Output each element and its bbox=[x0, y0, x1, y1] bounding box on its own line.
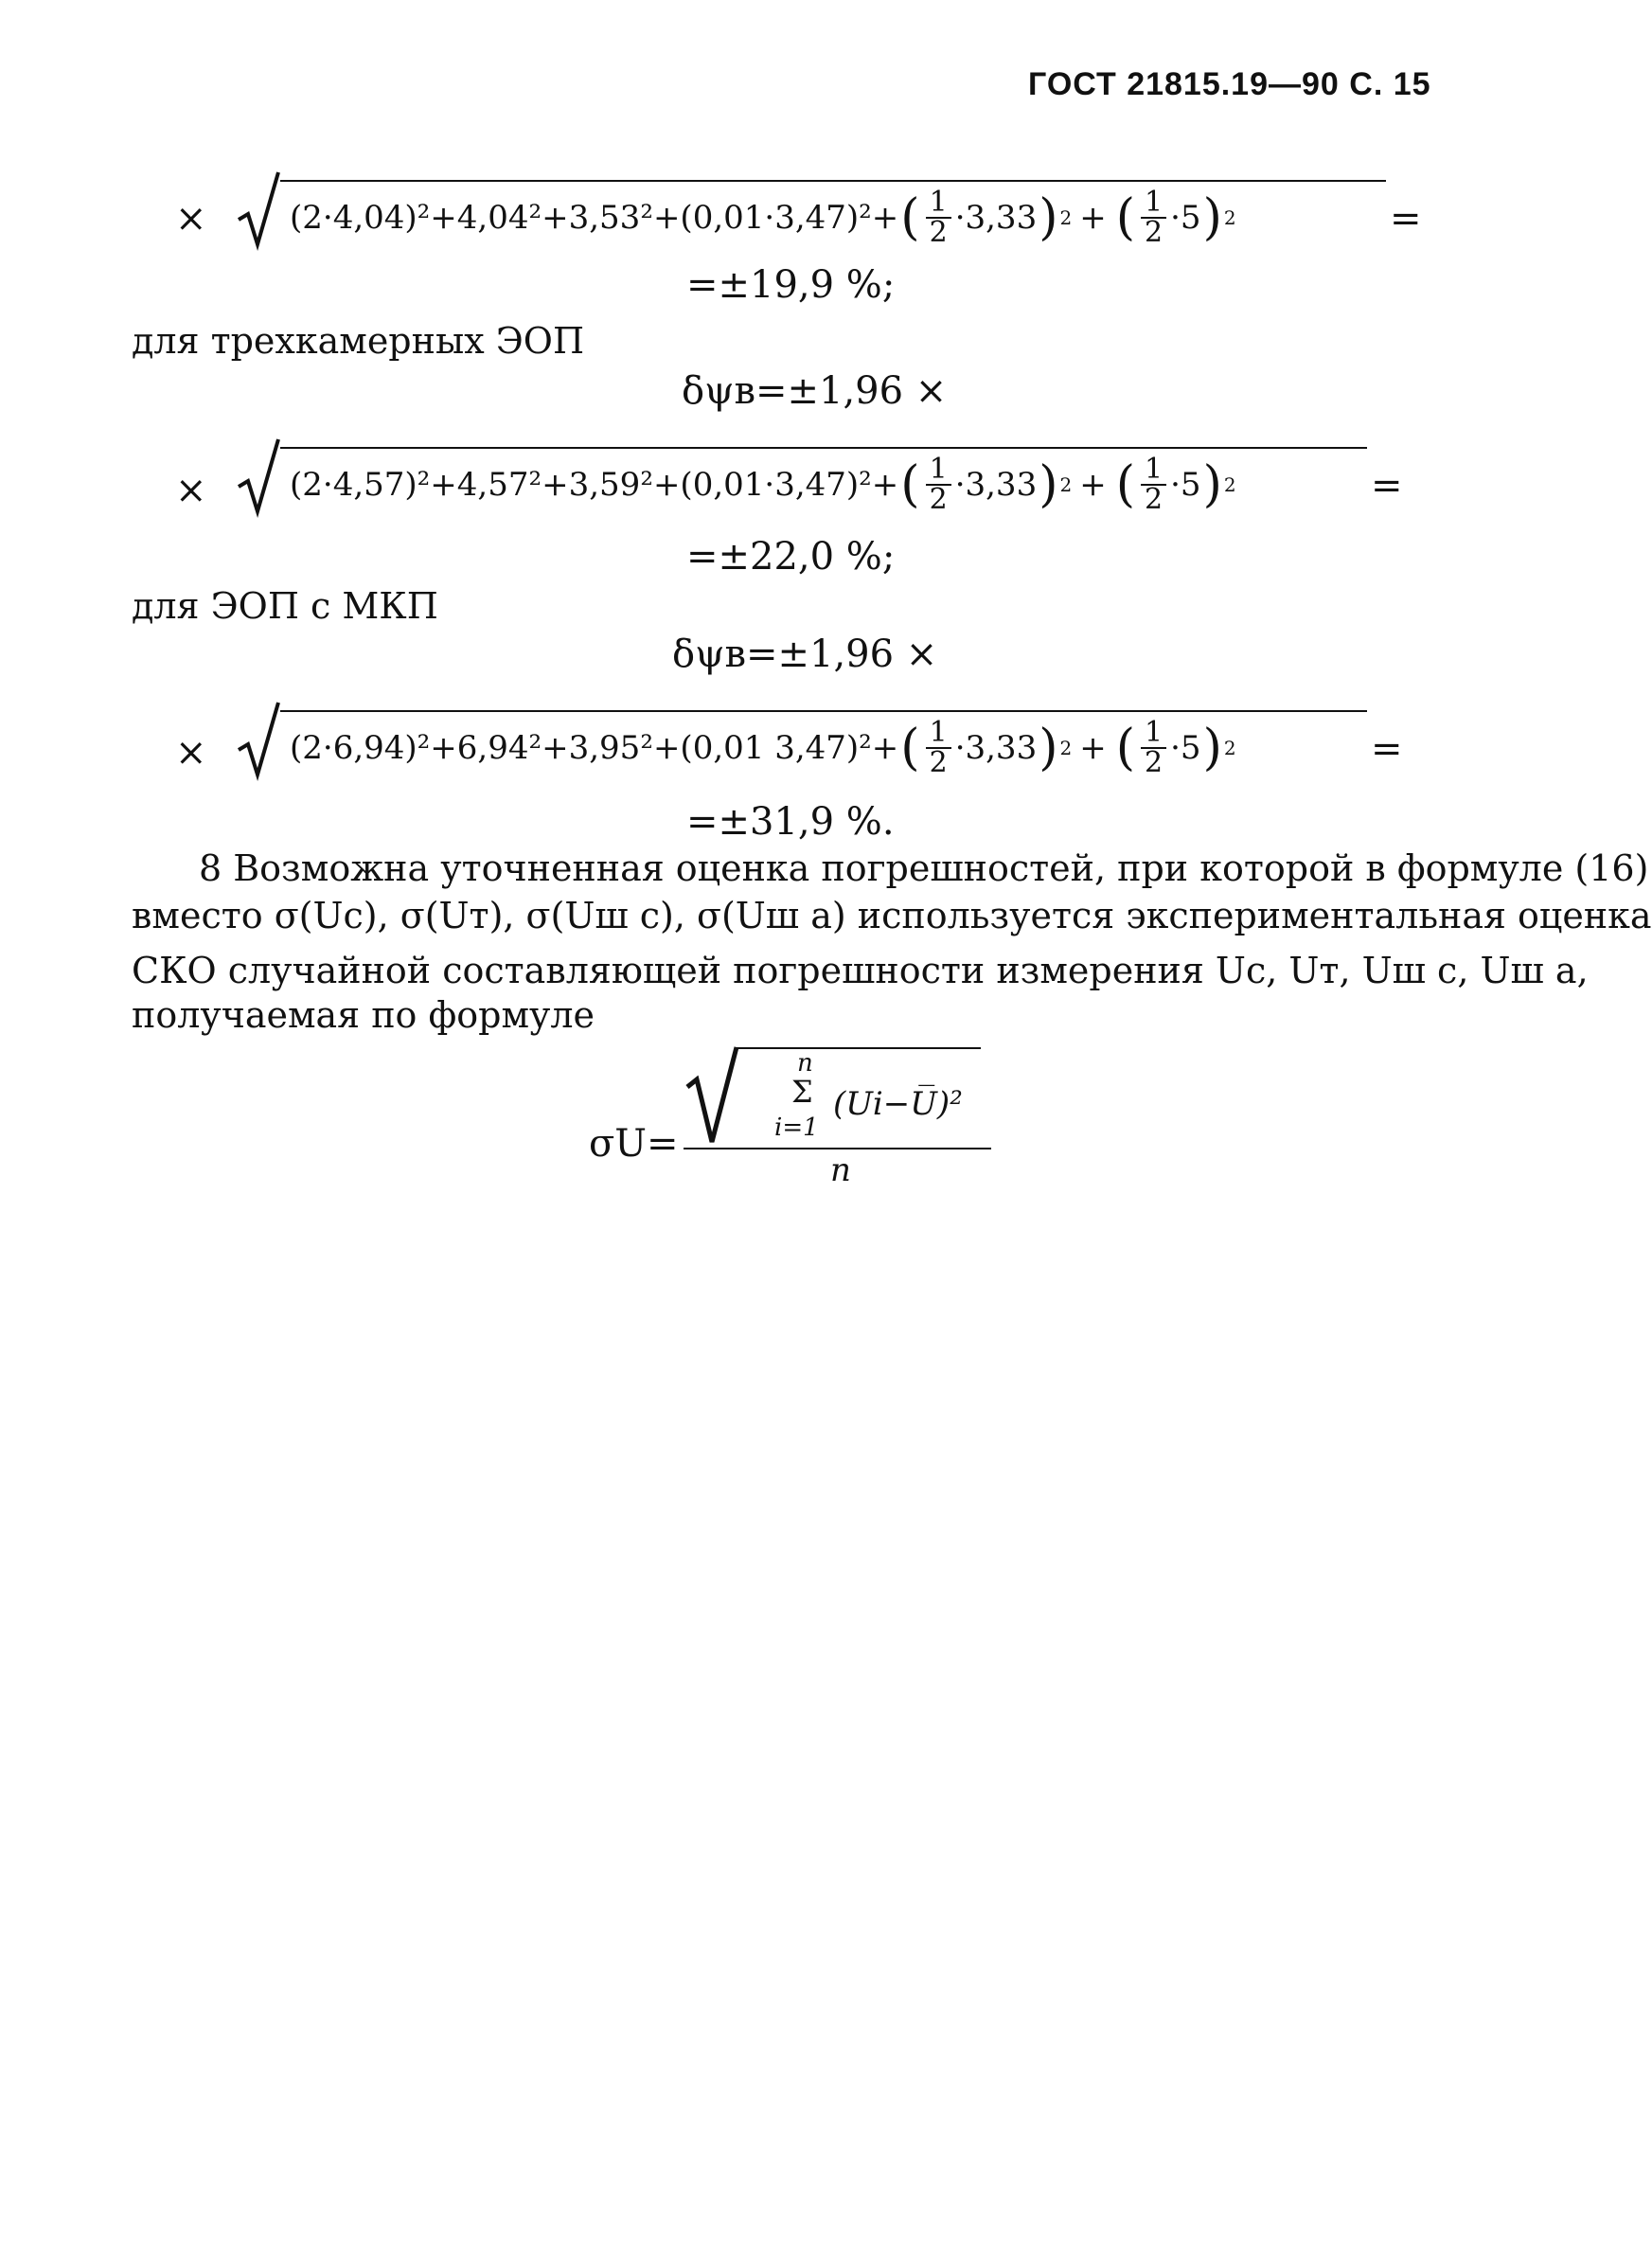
result-value: =±31,9 %. bbox=[686, 800, 895, 844]
equals-sign: = bbox=[1371, 464, 1403, 508]
page-header: ГОСТ 21815.19—90 С. 15 bbox=[1028, 66, 1431, 102]
paragraph-line: СКО случайной составляющей погрешности измерения Uc, Uт, Uш c, Uш a, bbox=[132, 950, 1589, 991]
paren: ( bbox=[1115, 189, 1136, 246]
fraction-denominator: 2 bbox=[1145, 216, 1164, 249]
exponent: 2 bbox=[1059, 206, 1073, 229]
fraction-half bbox=[1141, 455, 1166, 514]
factor: ·5 bbox=[1170, 199, 1201, 237]
result-value: =±19,9 %; bbox=[686, 263, 896, 307]
fraction-half bbox=[1141, 716, 1166, 779]
paragraph-line: получаемая по формуле bbox=[132, 994, 595, 1036]
radicand-terms: (2·4,04)²+4,04²+3,53²+(0,01·3,47)²+ bbox=[290, 199, 899, 237]
factor: ·5 bbox=[1170, 729, 1201, 767]
paren: ) bbox=[1202, 720, 1222, 776]
fraction-numerator: 1 bbox=[926, 719, 951, 749]
fraction-numerator: 1 bbox=[1141, 719, 1166, 749]
exponent: 2 bbox=[1223, 206, 1236, 229]
paragraph-line: вместо σ(Uc), σ(Uт), σ(Uш c), σ(Uш a) используется экспериментальная оценка bbox=[132, 895, 1652, 936]
radical-sign-icon bbox=[237, 437, 280, 513]
radicand-topline bbox=[737, 1047, 981, 1049]
sum-lower: i=1 bbox=[774, 1114, 819, 1142]
factor: ·5 bbox=[1170, 466, 1201, 504]
fraction-numerator: 1 bbox=[926, 455, 951, 486]
exponent: 2 bbox=[1223, 737, 1236, 759]
fraction-half bbox=[926, 455, 951, 514]
fraction-bar bbox=[684, 1148, 991, 1149]
sum-upper: n bbox=[797, 1049, 813, 1078]
equals-sign: = bbox=[1371, 727, 1403, 771]
formula-sigma-fraction bbox=[684, 1042, 991, 1189]
fraction-numerator: 1 bbox=[926, 188, 951, 219]
fraction-denominator: 2 bbox=[1145, 746, 1164, 779]
fraction-half bbox=[1141, 188, 1166, 247]
paren: ( bbox=[900, 189, 920, 246]
radical-expression-1 bbox=[237, 170, 1422, 249]
radicand: (2·6,94)²+6,94²+3,95²+(0,01 3,47)²+ ( $\frac{1}{2}$ ·3,33 ) 2 + ( $\frac{1}{2}$ ·5 ) 2 bbox=[280, 710, 1367, 776]
factor: ·3,33 bbox=[954, 466, 1038, 504]
fraction-denominator: 2 bbox=[929, 746, 948, 779]
fraction-numerator: 1 bbox=[1141, 188, 1166, 219]
formula-lhs: σU= bbox=[589, 1122, 679, 1166]
paren: ) bbox=[1039, 456, 1058, 513]
result-value: =±22,0 %; bbox=[686, 535, 896, 579]
radical-sign-icon bbox=[237, 701, 280, 776]
fraction-denominator: 2 bbox=[929, 483, 948, 516]
factor: ·3,33 bbox=[954, 199, 1038, 237]
fraction-half bbox=[926, 188, 951, 247]
paren: ) bbox=[1039, 189, 1058, 246]
radicand-terms: (2·6,94)²+6,94²+3,95²+(0,01 3,47)²+ bbox=[290, 729, 899, 767]
fraction-numerator: 1 bbox=[1141, 455, 1166, 486]
formula-head: δψв=±1,96 × bbox=[672, 633, 938, 676]
factor: ·3,33 bbox=[954, 729, 1038, 767]
section-label: для ЭОП с МКП bbox=[132, 585, 438, 627]
multiply-sign: × bbox=[175, 469, 207, 512]
fraction-denominator: 2 bbox=[929, 216, 948, 249]
radical-expression-2 bbox=[237, 437, 1403, 516]
radicand-terms: (2·4,57)²+4,57²+3,59²+(0,01·3,47)²+ bbox=[290, 466, 899, 504]
fraction-half bbox=[926, 716, 951, 779]
radicand: (2·4,04)²+4,04²+3,53²+(0,01·3,47)²+ ( $\frac{1}{2}$ ·3,33 ) 2 + ( $\frac{1}{2}$ ·5 ) 2 bbox=[280, 180, 1386, 246]
paren: ( bbox=[1115, 456, 1136, 513]
sum-symbol: Σ bbox=[791, 1074, 813, 1110]
paren: ) bbox=[1202, 189, 1222, 246]
paragraph-line: 8 Возможна уточненная оценка погрешностей, при которой в формуле (16) bbox=[199, 847, 1649, 889]
paren: ( bbox=[900, 720, 920, 776]
formula-head: δψв=±1,96 × bbox=[682, 369, 948, 413]
paren: ( bbox=[900, 456, 920, 513]
paren: ) bbox=[1202, 456, 1222, 513]
radical-sign-icon bbox=[237, 170, 280, 246]
exponent: 2 bbox=[1059, 737, 1073, 759]
exponent: 2 bbox=[1059, 473, 1073, 496]
sum-term: (Ui−U̅)² bbox=[833, 1085, 963, 1123]
radicand: (2·4,57)²+4,57²+3,59²+(0,01·3,47)²+ ( $\frac{1}{2}$ ·3,33 ) 2 + ( $\frac{1}{2}$ ·5 ) 2 bbox=[280, 447, 1367, 513]
equals-sign: = bbox=[1390, 197, 1422, 241]
denominator: n bbox=[830, 1151, 851, 1189]
multiply-sign: × bbox=[175, 197, 207, 241]
paren: ( bbox=[1115, 720, 1136, 776]
section-label: для трехкамерных ЭОП bbox=[132, 320, 585, 362]
multiply-sign: × bbox=[175, 731, 207, 775]
exponent: 2 bbox=[1223, 473, 1236, 496]
fraction-denominator: 2 bbox=[1145, 483, 1164, 516]
radical-expression-3 bbox=[237, 701, 1403, 779]
paren: ) bbox=[1039, 720, 1058, 776]
radical-sign-icon bbox=[684, 1042, 740, 1146]
